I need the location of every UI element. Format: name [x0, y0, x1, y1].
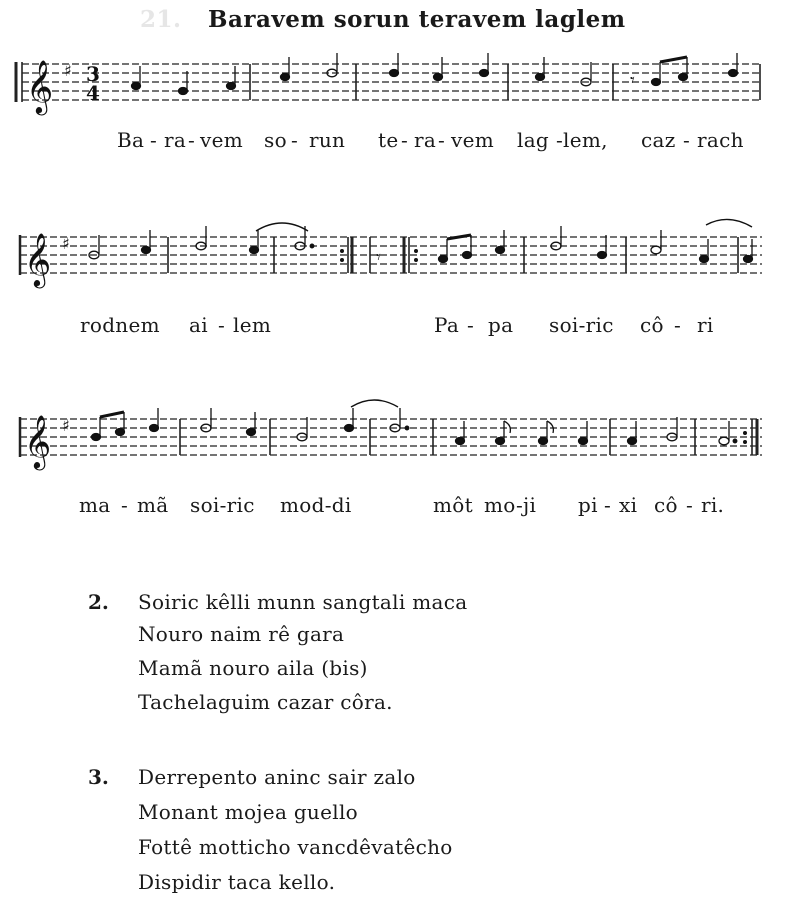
treble-clef: 𝄞: [24, 414, 52, 468]
lyric-line-3: ma - mã soi-ric mod-di môt mo -ji pi - xi cô - ri.: [79, 493, 725, 517]
treble-clef: 𝄞: [26, 59, 54, 113]
verse-line: Tachelaguim cazar côra.: [138, 690, 393, 714]
verse-number: 3.: [88, 765, 109, 789]
time-signature-top: 3: [86, 62, 100, 86]
eighth-rest: 𝄾: [630, 70, 635, 91]
time-signature-bottom: 4: [86, 81, 100, 105]
lyric-line-1: Ba - ra - vem so - run te - ra - vem lag -lem, caz - rach: [117, 128, 744, 152]
staff-system-1: [0, 40, 788, 130]
staff-system-3: [0, 395, 788, 485]
key-signature-sharp: ♯: [62, 234, 70, 253]
verse-line: Mamã nouro aila (bis): [138, 656, 368, 680]
verse-number: 2.: [88, 590, 109, 614]
verse-line: Monant mojea guello: [138, 800, 358, 824]
key-signature-sharp: ♯: [62, 416, 70, 435]
treble-clef: 𝄞: [24, 232, 52, 286]
eighth-rest: 𝄾: [376, 247, 381, 268]
song-number: 21.: [140, 6, 182, 33]
staff-system-2: [0, 213, 788, 303]
verse-line: Derrepento aninc sair zalo: [138, 765, 416, 789]
ties: [256, 219, 752, 231]
notes: [132, 53, 738, 95]
key-signature-sharp: ♯: [64, 61, 72, 80]
verse-line: Nouro naim rê gara: [138, 622, 345, 646]
notes: [89, 226, 753, 263]
ties: [351, 400, 398, 407]
verse-line: Soiric kêlli munn sangtali maca: [138, 590, 468, 614]
verse-line: Dispidir taca kello.: [138, 870, 336, 894]
notes: [92, 408, 737, 445]
song-title: Baravem sorun teravem laglem: [208, 6, 626, 33]
lyric-line-2: rodnem ai - lem Pa - pa soi-ric cô - ri: [80, 313, 714, 337]
verse-line: Fottê motticho vancdêvatêcho: [138, 835, 453, 859]
